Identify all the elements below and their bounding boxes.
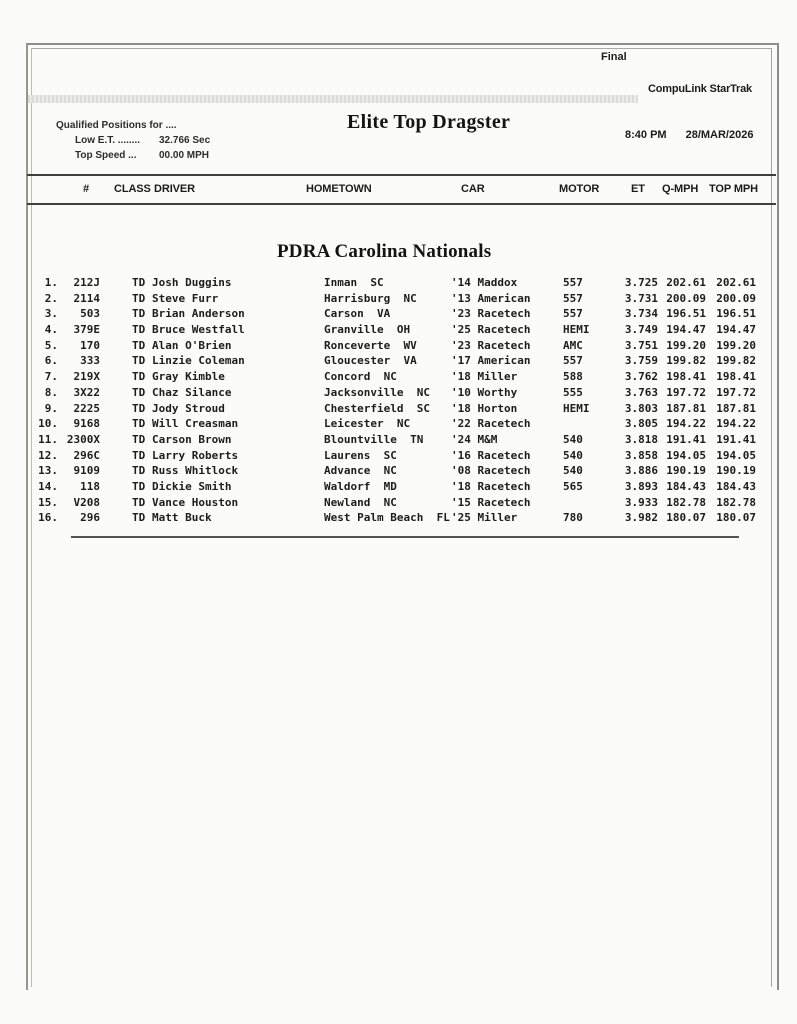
cell-car-number: 219X xyxy=(73,370,100,384)
cell-position: 16. xyxy=(38,511,58,525)
cell-car: '23 Racetech xyxy=(451,338,531,352)
cell-hometown: Harrisburg NC xyxy=(324,291,417,305)
cell-et: 3.751 xyxy=(624,338,658,352)
cell-hometown: Inman SC xyxy=(324,276,384,289)
cell-car-number: 3X22 xyxy=(73,385,100,399)
cell-hometown: Newland NC xyxy=(324,495,397,509)
cell-car-number: 333 xyxy=(80,354,100,368)
cell-car: '18 Horton xyxy=(451,401,518,415)
cell-car: '14 Maddox xyxy=(451,276,518,289)
cell-car-number: 118 xyxy=(80,479,100,493)
cell-qmph: 197.72 xyxy=(666,385,706,399)
event-title: PDRA Carolina Nationals xyxy=(277,241,492,262)
cell-position: 9. xyxy=(44,401,58,415)
cell-hometown: West Palm Beach FL xyxy=(324,511,450,525)
qualifying-info-block xyxy=(56,118,210,163)
top-speed-label: Top Speed ... xyxy=(75,150,137,161)
cell-car: '22 Racetech xyxy=(451,417,531,431)
cell-qmph: 200.09 xyxy=(666,291,706,305)
cell-class: TD xyxy=(132,276,146,289)
cell-qmph: 191.41 xyxy=(666,432,706,446)
cell-qmph: 194.22 xyxy=(666,417,706,431)
low-et-value: 32.766 Sec xyxy=(159,135,211,146)
cell-et: 3.933 xyxy=(624,495,658,509)
cell-topmph: 187.81 xyxy=(716,401,756,415)
table-row xyxy=(36,402,756,418)
cell-motor: HEMI xyxy=(563,323,590,337)
cell-hometown: Jacksonville NC xyxy=(324,385,430,399)
cell-et: 3.759 xyxy=(624,354,658,368)
cell-hometown: Chesterfield SC xyxy=(324,401,430,415)
cell-car-number: 170 xyxy=(80,338,100,352)
cell-qmph: 194.47 xyxy=(666,323,706,337)
table-row xyxy=(36,464,756,480)
timing-system-brand: CompuLink StarTrak xyxy=(648,83,752,95)
cell-class: TD xyxy=(132,323,146,337)
cell-topmph: 199.20 xyxy=(716,338,756,352)
cell-et: 3.818 xyxy=(624,432,658,446)
cell-car-number: 212J xyxy=(73,276,100,289)
column-header-qmph: Q-MPH xyxy=(662,183,699,195)
table-row xyxy=(36,339,756,355)
cell-position: 14. xyxy=(38,479,58,493)
cell-driver: Vance Houston xyxy=(152,495,239,509)
cell-class: TD xyxy=(132,432,146,446)
column-header-hometown: HOMETOWN xyxy=(306,183,372,195)
cell-motor: 780 xyxy=(563,511,583,525)
column-header-driver: DRIVER xyxy=(154,183,195,195)
cell-hometown: Granville OH xyxy=(324,323,411,337)
top-speed-value: 00.00 MPH xyxy=(159,150,210,161)
cell-car: '10 Worthy xyxy=(451,385,518,399)
cell-car: '16 Racetech xyxy=(451,448,531,462)
cell-position: 5. xyxy=(44,338,58,352)
cell-motor: 540 xyxy=(563,448,583,462)
cell-motor: 540 xyxy=(563,432,583,446)
table-row xyxy=(36,449,756,465)
cell-driver: Gray Kimble xyxy=(152,370,225,384)
cell-position: 12. xyxy=(38,448,58,462)
low-et-line xyxy=(75,133,210,148)
print-datetime xyxy=(625,129,753,141)
cell-driver: Alan O'Brien xyxy=(152,338,232,352)
cell-class: TD xyxy=(132,464,146,478)
cell-motor: 557 xyxy=(563,307,583,321)
cell-car-number: 2114 xyxy=(73,291,100,305)
cell-et: 3.982 xyxy=(624,511,658,525)
cell-topmph: 182.78 xyxy=(716,495,756,509)
table-row xyxy=(36,276,756,292)
cell-car-number: 9109 xyxy=(73,464,100,478)
cell-car-number: 296C xyxy=(73,448,100,462)
cell-car: '25 Miller xyxy=(451,511,518,525)
cell-car-number: 2300X xyxy=(66,432,100,446)
cell-et: 3.725 xyxy=(624,276,658,289)
cell-topmph: 190.19 xyxy=(716,464,756,478)
cell-topmph: 194.05 xyxy=(716,448,756,462)
cell-qmph: 199.82 xyxy=(666,354,706,368)
cell-qmph: 199.20 xyxy=(666,338,706,352)
column-header-class: CLASS xyxy=(114,183,151,195)
cell-position: 15. xyxy=(38,495,58,509)
cell-car: '08 Racetech xyxy=(451,464,531,478)
cell-topmph: 180.07 xyxy=(716,511,756,525)
top-speed-line xyxy=(75,148,210,163)
class-title: Elite Top Dragster xyxy=(347,111,511,133)
cell-position: 7. xyxy=(44,370,58,384)
cell-position: 13. xyxy=(38,464,58,478)
cell-motor: 557 xyxy=(563,354,583,368)
cell-hometown: Laurens SC xyxy=(324,448,397,462)
cell-qmph: 184.43 xyxy=(666,479,706,493)
cell-driver: Jody Stroud xyxy=(152,401,225,415)
cell-et: 3.731 xyxy=(624,291,658,305)
cell-class: TD xyxy=(132,401,146,415)
table-row xyxy=(36,496,756,512)
cell-et: 3.803 xyxy=(624,401,658,415)
cell-driver: Josh Duggins xyxy=(152,276,232,289)
cell-driver: Larry Roberts xyxy=(152,448,239,462)
cell-hometown: Blountville TN xyxy=(324,432,424,446)
cell-car-number: 379E xyxy=(73,323,100,337)
cell-position: 11. xyxy=(38,432,58,446)
table-row xyxy=(36,354,756,370)
cell-car: '17 American xyxy=(451,354,531,368)
cell-qmph: 180.07 xyxy=(666,511,706,525)
cell-topmph: 184.43 xyxy=(716,479,756,493)
cell-qmph: 194.05 xyxy=(666,448,706,462)
cell-driver: Carson Brown xyxy=(152,432,232,446)
column-header-number: # xyxy=(83,183,90,195)
table-row xyxy=(36,511,756,527)
cell-hometown: Carson VA xyxy=(324,307,391,321)
cell-qmph: 187.81 xyxy=(666,401,706,415)
cell-car: '24 M&M xyxy=(451,432,498,446)
print-time: 8:40 PM xyxy=(625,129,667,141)
cell-car: '18 Miller xyxy=(451,370,518,384)
cell-class: TD xyxy=(132,495,146,509)
cell-car-number: 2225 xyxy=(73,401,100,415)
cell-driver: Will Creasman xyxy=(152,417,239,431)
cell-motor: 555 xyxy=(563,385,583,399)
cell-topmph: 199.82 xyxy=(716,354,756,368)
cell-class: TD xyxy=(132,479,146,493)
cell-driver: Matt Buck xyxy=(152,511,212,525)
column-header-et: ET xyxy=(631,183,645,195)
qualifying-table xyxy=(36,276,756,527)
cell-driver: Chaz Silance xyxy=(152,385,232,399)
cell-car: '25 Racetech xyxy=(451,323,531,337)
cell-car-number: V208 xyxy=(73,495,100,509)
table-end-rule xyxy=(71,536,739,538)
cell-hometown: Gloucester VA xyxy=(324,354,417,368)
cell-topmph: 194.22 xyxy=(716,417,756,431)
cell-driver: Bruce Westfall xyxy=(152,323,245,337)
qualified-positions-line: Qualified Positions for .... xyxy=(56,120,177,131)
column-header-car: CAR xyxy=(461,183,485,195)
cell-et: 3.763 xyxy=(624,385,658,399)
cell-car: '18 Racetech xyxy=(451,479,531,493)
cell-hometown: Leicester NC xyxy=(324,417,411,431)
round-status-label: Final xyxy=(601,51,627,63)
cell-et: 3.805 xyxy=(624,417,658,431)
cell-driver: Linzie Coleman xyxy=(152,354,245,368)
cell-driver: Steve Furr xyxy=(152,291,219,305)
table-row xyxy=(36,323,756,339)
scanner-artifact-band xyxy=(28,95,638,103)
cell-car: '13 American xyxy=(451,291,531,305)
cell-position: 2. xyxy=(44,291,58,305)
cell-qmph: 196.51 xyxy=(666,307,706,321)
table-row xyxy=(36,417,756,433)
cell-car: '23 Racetech xyxy=(451,307,531,321)
cell-topmph: 198.41 xyxy=(716,370,756,384)
cell-position: 1. xyxy=(44,276,58,289)
table-row xyxy=(36,386,756,402)
cell-car-number: 296 xyxy=(80,511,100,525)
cell-qmph: 202.61 xyxy=(666,276,706,289)
table-row xyxy=(36,292,756,308)
cell-car-number: 9168 xyxy=(73,417,100,431)
cell-class: TD xyxy=(132,307,146,321)
cell-qmph: 182.78 xyxy=(666,495,706,509)
cell-topmph: 202.61 xyxy=(716,276,756,289)
column-header-motor: MOTOR xyxy=(559,183,600,195)
cell-position: 3. xyxy=(44,307,58,321)
cell-motor: HEMI xyxy=(563,401,590,415)
cell-hometown: Waldorf MD xyxy=(324,479,397,493)
cell-position: 4. xyxy=(44,323,58,337)
table-row xyxy=(36,370,756,386)
cell-et: 3.886 xyxy=(624,464,658,478)
cell-topmph: 191.41 xyxy=(716,432,756,446)
cell-motor: 557 xyxy=(563,276,583,289)
cell-class: TD xyxy=(132,338,146,352)
column-header-topmph: TOP MPH xyxy=(709,183,759,195)
cell-motor: AMC xyxy=(563,338,583,352)
cell-et: 3.893 xyxy=(624,479,658,493)
cell-et: 3.762 xyxy=(624,370,658,384)
cell-position: 6. xyxy=(44,354,58,368)
cell-topmph: 197.72 xyxy=(716,385,756,399)
cell-motor: 565 xyxy=(563,479,583,493)
cell-class: TD xyxy=(132,354,146,368)
cell-car: '15 Racetech xyxy=(451,495,531,509)
header-rule-bottom xyxy=(27,203,776,205)
cell-qmph: 190.19 xyxy=(666,464,706,478)
cell-class: TD xyxy=(132,291,146,305)
print-date: 28/MAR/2026 xyxy=(685,129,754,141)
cell-hometown: Advance NC xyxy=(324,464,397,478)
cell-topmph: 196.51 xyxy=(716,307,756,321)
cell-hometown: Concord NC xyxy=(324,370,397,384)
cell-class: TD xyxy=(132,385,146,399)
cell-et: 3.749 xyxy=(624,323,658,337)
cell-driver: Russ Whitlock xyxy=(152,464,239,478)
cell-position: 8. xyxy=(44,385,58,399)
cell-et: 3.734 xyxy=(624,307,658,321)
cell-class: TD xyxy=(132,511,146,525)
cell-driver: Dickie Smith xyxy=(152,479,232,493)
cell-class: TD xyxy=(132,370,146,384)
table-row xyxy=(36,307,756,323)
cell-class: TD xyxy=(132,417,146,431)
cell-topmph: 200.09 xyxy=(716,291,756,305)
cell-position: 10. xyxy=(38,417,58,431)
cell-driver: Brian Anderson xyxy=(152,307,245,321)
table-row xyxy=(36,433,756,449)
table-row xyxy=(36,480,756,496)
low-et-label: Low E.T. ........ xyxy=(75,135,141,146)
header-rule-top xyxy=(27,174,776,176)
cell-car-number: 503 xyxy=(80,307,100,321)
cell-qmph: 198.41 xyxy=(666,370,706,384)
cell-motor: 588 xyxy=(563,370,583,384)
cell-topmph: 194.47 xyxy=(716,323,756,337)
cell-motor: 540 xyxy=(563,464,583,478)
cell-et: 3.858 xyxy=(624,448,658,462)
cell-class: TD xyxy=(132,448,146,462)
cell-motor: 557 xyxy=(563,291,583,305)
cell-hometown: Ronceverte WV xyxy=(324,338,417,352)
